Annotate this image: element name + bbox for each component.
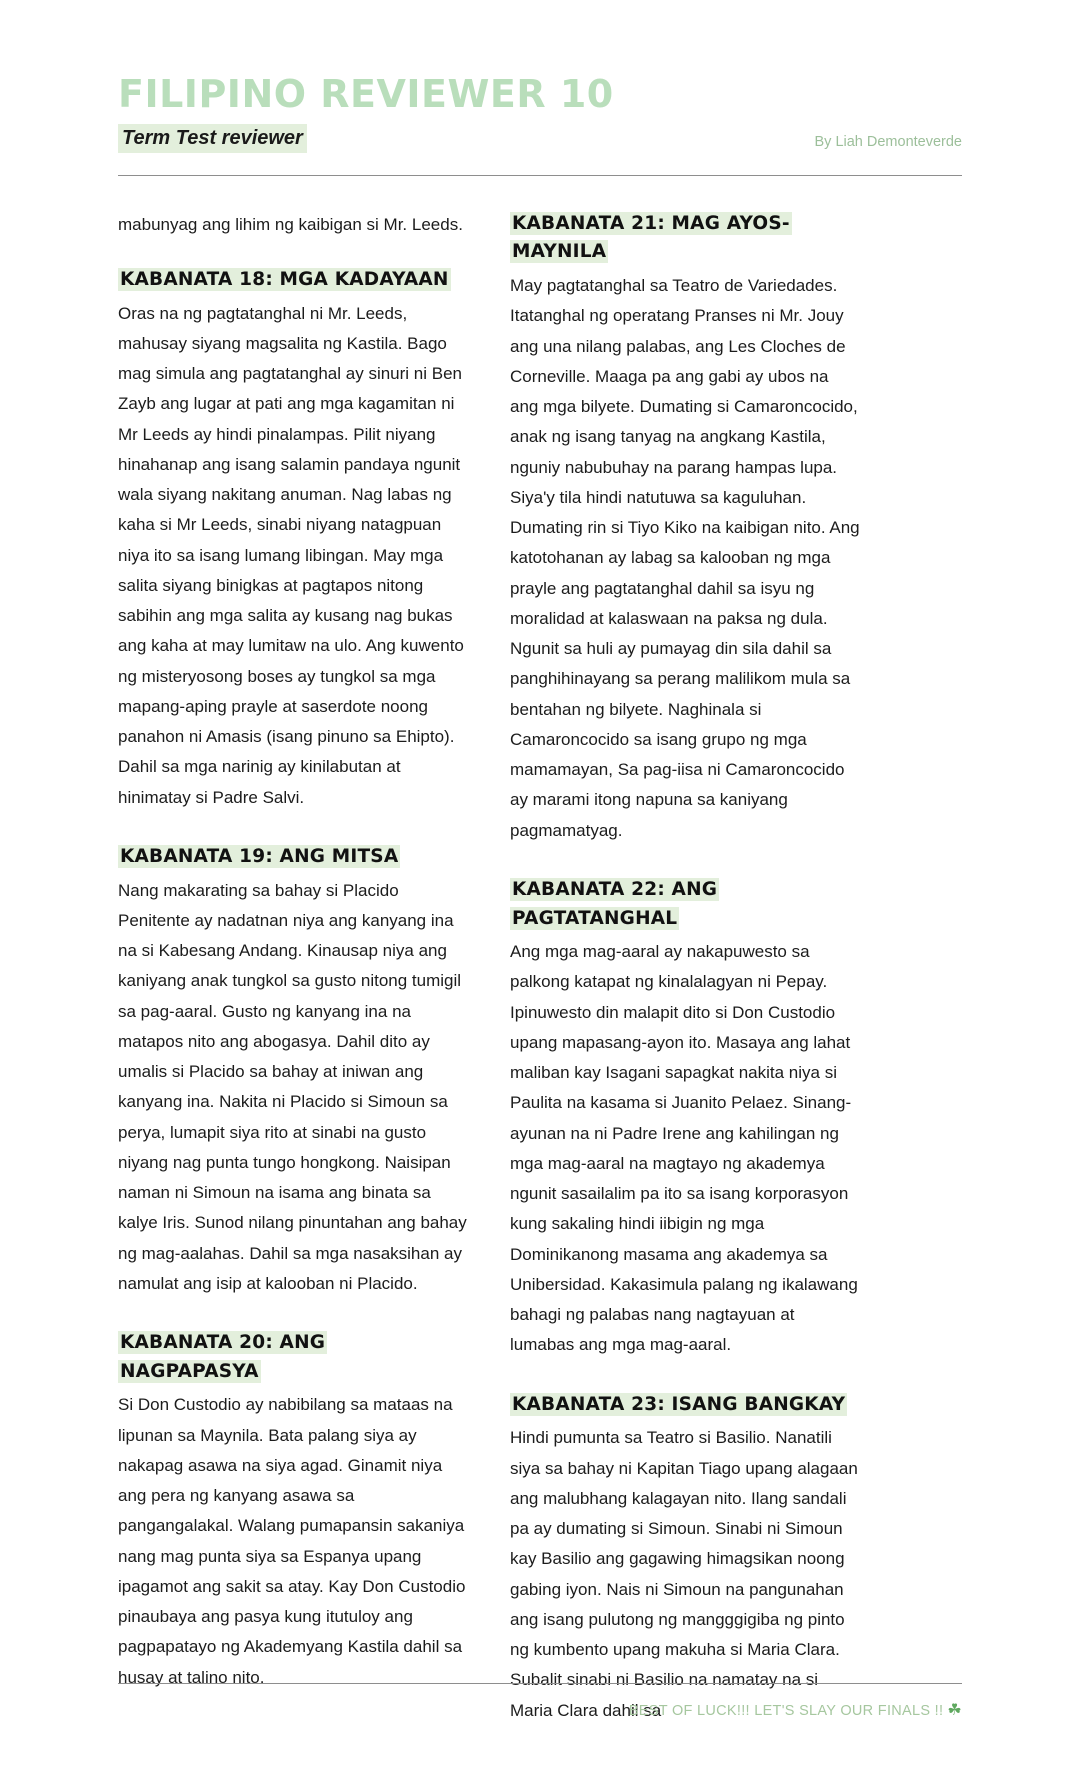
section-body: May pagtatanghal sa Teatro de Variedades. Itatanghal ng operatang Pranses ni Mr. Jouy ang una nilang palabas, ang Les Cloches de Corneville. Maaga pa ang gabi ay ubos na ang mga bilyete. Dumating si Camaroncocido, anak ng isang tanyag na angkang Kastila, nguniy nabubuhay na parang hampas lupa. Siya'y tila hindi natutuwa sa kaguluhan. Dumating rin si Tiyo Kiko na kaibigan nito. Ang katotohanan ay labag sa kalooban ng mga prayle ang pagtatanghal dahil sa isyu ng moralidad at kalaswaan na paksa ng dula. Ngunit sa huli ay pumayag din sila dahil sa panghihinayang sa perang malilikom mula sa bentahan ng bilyete. Naghinala si Camaroncocido sa isang grupo ng mga mamamayan, Sa pag-iisa ni Camaroncocido ay marami itong napuna sa kaniyang pagmamatyag. [510,276,860,840]
footer-message [118,1700,962,1720]
page-title: FILIPINO REVIEWER 10 [118,72,614,116]
document-subtitle: Term Test reviewer [118,124,307,153]
section-kabanata-20 [118,1329,468,1693]
section-heading [118,843,468,872]
section-heading [510,1391,860,1420]
document-header [118,0,962,176]
content-columns [118,210,962,1726]
section-kabanata-18 [118,266,468,813]
section-heading-text: KABANATA 20: ANG NAGPAPASYA [120,1332,326,1382]
intro-block [118,210,468,240]
section-body: Ang mga mag-aaral ay nakapuwesto sa palkong katapat ng kinalalagyan ni Pepay. Ipinuwesto din malapit dito si Don Custodio upang mapasang-ayon ito. Masaya ang lahat maliban kay Isagani sapagkat nakita niya si Paulita na kasama si Juanito Pelaez. Sinang-ayunan na ni Padre Irene ang kahilingan ng mga mag-aaral na magtayo ng akademya ngunit sasailalim pa ito sa isang korporasyon kung sakaling hindi iibigin ng mga Dominikanong masama ang akademya sa Unibersidad. Kakasimula palang ng ikalawang bahagi ng palabas nang nagtayuan at lumabas ang mga mag-aaral. [510,942,858,1355]
subtitle-row [118,124,962,153]
section-heading [118,1329,468,1386]
section-kabanata-21 [510,210,860,846]
section-kabanata-23 [510,1391,860,1726]
section-kabanata-19 [118,843,468,1299]
intro-paragraph: mabunyag ang lihim ng kaibigan si Mr. Leeds. [118,214,463,234]
right-column [510,210,860,1726]
section-heading-text: KABANATA 19: ANG MITSA [120,845,399,867]
section-heading [510,876,860,933]
section-body: Hindi pumunta sa Teatro si Basilio. Nanatili siya sa bahay ni Kapitan Tiago upang alagaan ang malubhang kalagayan nito. Ilang sandali pa ay dumating si Simoun. Sinabi ni Simoun kay Basilio ang gagawing himagsikan noong gabing iyon. Nais ni Simoun na pangunahan ang isang pulutong ng mangggigiba ng pinto ng kumbento upang makuha si Maria Clara. Subalit sinabi ni Basilio na namatay na si Maria Clara dahil sa [510,1428,858,1720]
document-footer [118,1683,962,1720]
section-heading-text: KABANATA 21: MAG AYOS-MAYNILA [512,212,790,263]
footer-divider [118,1683,962,1684]
left-column [118,210,468,1726]
author-byline: By Liah Demonteverde [814,133,962,150]
section-kabanata-22 [510,876,860,1361]
footer-message-text: BEST OF LUCK!!! LET'S SLAY OUR FINALS !! [628,1703,944,1719]
section-heading-text: KABANATA 23: ISANG BANGKAY [512,1393,846,1415]
header-divider [118,175,962,176]
section-heading-text: KABANATA 18: MGA KADAYAAN [120,269,449,291]
section-heading [118,266,468,295]
section-body: Si Don Custodio ay nabibilang sa mataas na lipunan sa Maynila. Bata palang siya ay nakapag asawa na siya agad. Ginamit niya ang pera ng kanyang asawa sa pangangalakal. Walang pumapansin sakaniya nang mag punta siya sa Espanya upang ipagamot ang sakit sa atay. Kay Don Custodio pinaubaya ang pasya kung itutuloy ang pagpapatayo ng Akademyang Kastila dahil sa husay at talino nito. [118,1395,466,1687]
section-heading-text: KABANATA 22: ANG PAGTATANGHAL [512,878,718,929]
section-body: Oras na ng pagtatanghal ni Mr. Leeds, mahusay siyang magsalita ng Kastila. Bago mag simula ang pagtatanghal ay sinuri ni Ben Zayb ang lugar at pati ang mga kagamitan ni Mr Leeds ay hindi pinalampas. Pilit niyang hinahanap ang isang salamin pandaya ngunit wala siyang nakitang anuman. Nag labas ng kaha si Mr Leeds, sinabi niyang natagpuan niya ito sa isang lumang libingan. May mga salita siyang binigkas at pagtapos nitong sabihin ang mga salita ay kusang nag bukas ang kaha at may lumitaw na ulo. Ang kuwento ng misteryosong boses ay tungkol sa mga mapang-aping prayle at saserdote noong panahon ni Amasis (isang pinuno sa Ehipto). Dahil sa mga narinig ay kinilabutan at hinimatay si Padre Salvi. [118,303,464,807]
section-heading [510,210,860,267]
clover-icon: ☘ [947,1702,962,1719]
section-body: Nang makarating sa bahay si Placido Penitente ay nadatnan niya ang kanyang ina na si Kabesang Andang. Kinausap niya ang kaniyang anak tungkol sa gusto nitong tumigil sa pag-aaral. Gusto ng kanyang ina na matapos nito ang abogasya. Dahil dito ay umalis si Placido sa bahay at iniwan ang kanyang ina. Nakita ni Placido si Simoun sa perya, lumapit siya rito at sinabi na gusto niyang nag punta tungo hongkong. Naisipan naman ni Simoun na isama ang binata sa kalye Iris. Sunod nilang pinuntahan ang bahay ng mag-aalahas. Dahil sa mga nasaksihan ay namulat ang isip at kalooban ni Placido. [118,880,467,1293]
